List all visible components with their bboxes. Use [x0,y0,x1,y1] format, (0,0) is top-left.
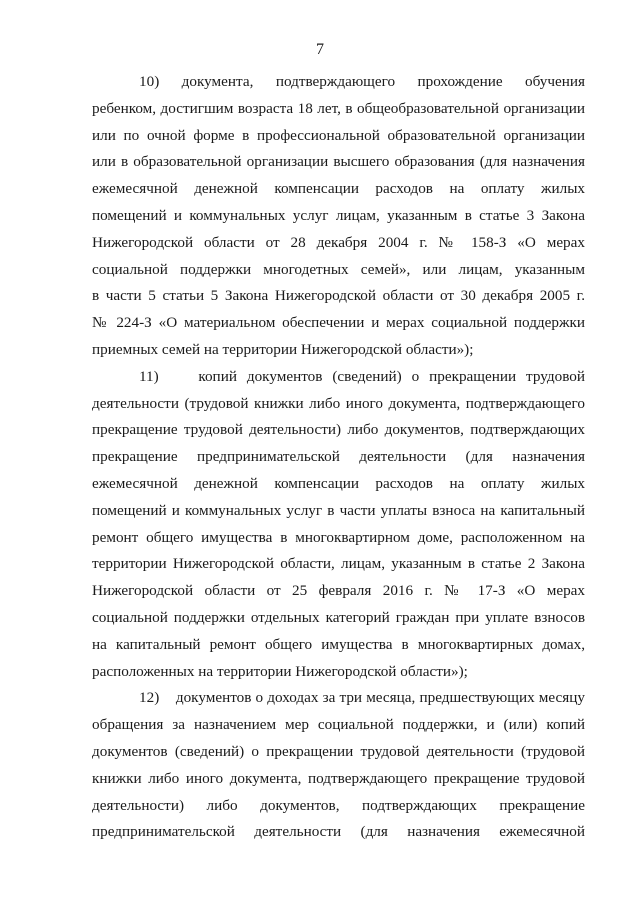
text-line: Нижегородской области от 25 февраля 2016 г. № 17-З «О мерах [92,582,585,600]
text-line: социальной поддержки многодетных семей», или лицам, указанным [92,260,585,278]
text-line: ремонт общего имущества в многоквартирном доме, расположенном на [92,528,585,546]
text-line: Нижегородской области от 28 декабря 2004 г. № 158-З «О мерах [92,233,585,251]
document-body [92,69,585,846]
text-line: на капитальный ремонт общего имущества в многоквартирных домах, [92,635,585,653]
text-line: деятельности (трудовой книжки либо иного документа, подтверждающего [92,394,585,412]
text-line: ребенком, достигшим возраста 18 лет, в общеобразовательной организации [92,99,585,117]
text-line: территории Нижегородской области, лицам, указанным в статье 2 Закона [92,555,585,573]
text-line: 12) документов о доходах за три месяца, предшествующих месяцу [139,689,585,707]
text-line: № 224-З «О материальном обеспечении и мерах социальной поддержки [92,314,585,332]
text-line: деятельности) либо документов, подтверждающих прекращение [92,796,585,814]
text-line: социальной поддержки отдельных категорий граждан при уплате взносов [92,608,585,626]
text-line: расположенных на территории Нижегородской области»); [92,662,468,680]
text-line: ежемесячной денежной компенсации расходов на оплату жилых [92,474,585,492]
text-line: документов (сведений) о прекращении трудовой деятельности (трудовой [92,742,585,760]
text-line: книжки либо иного документа, подтверждающего прекращение трудовой [92,769,585,787]
text-line: помещений и коммунальных услуг в части уплаты взноса на капитальный [92,501,585,519]
text-line: предпринимательской деятельности (для назначения ежемесячной [92,823,585,841]
text-line: обращения за назначением мер социальной поддержки, и (или) копий [92,716,585,734]
text-line: прекращение предпринимательской деятельности (для назначения [92,448,585,466]
text-line: 10) документа, подтверждающего прохождение обучения [139,73,585,90]
text-line: помещений и коммунальных услуг лицам, указанным в статье 3 Закона [92,206,585,224]
text-line: или в образовательной организации высшего образования (для назначения [92,153,585,171]
text-line: в части 5 статьи 5 Закона Нижегородской области от 30 декабря 2005 г. [92,287,585,305]
text-line: прекращение трудовой деятельности) либо документов, подтверждающих [92,421,585,439]
text-line: ежемесячной денежной компенсации расходов на оплату жилых [92,180,585,198]
text-line: или по очной форме в профессиональной образовательной организации [92,126,585,144]
text-line: приемных семей на территории Нижегородской области»); [92,340,474,358]
page-number: 7 [316,41,324,58]
text-line: 11) копий документов (сведений) о прекращении трудовой [139,367,585,385]
